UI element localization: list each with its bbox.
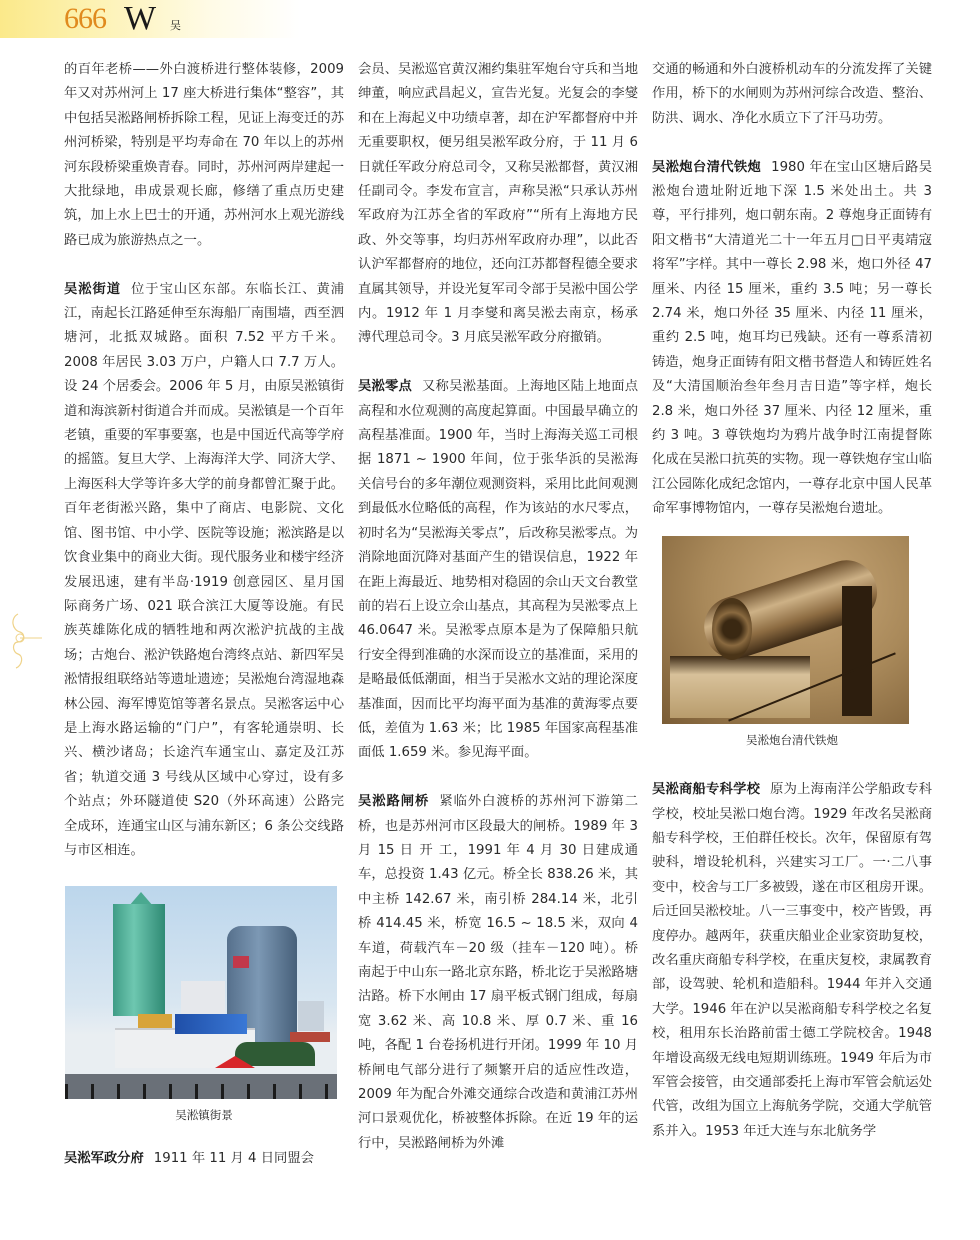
entry-term: 吴淞街道 bbox=[64, 281, 122, 297]
photo-caption: 吴淞镇街景 bbox=[175, 1107, 233, 1122]
paragraph: 交通的畅通和外白渡桥机动车的分流发挥了关键作用，桥下的水闸则为苏州河综合改造、整治、防洪、调水、净化水质立下了汗马功劳。 bbox=[652, 62, 932, 126]
iron-cannon-photo bbox=[662, 536, 909, 724]
entry-term: 吴淞零点 bbox=[358, 379, 413, 395]
entry-text: 紧临外白渡桥的苏州河下游第二桥，也是苏州河市区段最大的闸桥。1989 年 3 月 15 日 开 工，1991 年 4 月 30 日建成通车，总投资 1.43 亿元。桥全长 838.26 米，其中主桥 142.67 米，南引桥 284.14 米，北引桥 414.45 米，桥宽 16.5 ~ 18.5 米，双向 4 车道，荷载汽车－20 级（挂车－120 吨）。桥南起于中山东一路北京东路，桥北讫于吴淞路塘沽路。桥下水闸由 17 扇平板式钢门组成，每扇宽 3.62 米、高 10.8 米、厚 0.7 米、重 16 吨，各配 1 台卷扬机进行开闭。1999 年 10 月桥闸电气部分进行了频繁开启的适应性改造，2009 年为配合外滩交通综合改造和黄浦江苏州河口景观优化，桥被整体拆除。在近 19 年的运行中，吴淞路闸桥为外滩 bbox=[358, 794, 639, 1151]
entry-wusong-merchant-marine-college bbox=[652, 778, 932, 1144]
entry-text: 原为上海南洋公学船政专科学校，校址吴淞口炮台湾。1929 年改名吴淞商船专科学校，王伯群任校长。次年，保留原有驾驶科，增设轮机科，兴建实习工厂。一·二八事变中，校舍与工厂多被毁，遂在市区租房开课。后迁回吴淞校址。八一三事变中，校产皆毁，再度停办。越两年，获重庆船业企业家资助复校，改名重庆商船专科学校，在重庆复校，隶属教育部，设驾驶、轮机和造船科。1944 年并入交通大学。1946 年在沪以吴淞商船专科学校之名复校，租用东长治路前雷士德工学院校舍。1948 年增设高级无线电短期训练班。1949 年后为市军管会接管，由交通部委托上海市军管会航运处代管，改组为国立上海航务学院，交通大学航管系并入。1953 年迁大连与东北航务学 bbox=[652, 782, 933, 1139]
wusong-street-photo bbox=[65, 886, 337, 1099]
column-1 bbox=[64, 58, 344, 1196]
entry-wusong-military-gov bbox=[64, 1147, 344, 1171]
entry-text: 1911 年 11 月 4 日同盟会 bbox=[153, 1151, 314, 1167]
entry-term: 吴淞军政分府 bbox=[64, 1151, 144, 1167]
section-char: 吴 bbox=[170, 19, 181, 32]
entry-term: 吴淞炮台清代铁炮 bbox=[652, 159, 762, 175]
page-number: 666 bbox=[64, 2, 106, 35]
section-letter: W bbox=[124, 0, 157, 37]
entry-term: 吴淞路闸桥 bbox=[358, 794, 430, 810]
scroll-ornament-icon bbox=[6, 608, 42, 672]
entry-wusong-subdistrict bbox=[64, 278, 344, 864]
entry-wusong-iron-cannon bbox=[652, 156, 932, 522]
photo-caption: 吴淞炮台清代铁炮 bbox=[746, 732, 838, 747]
column-2 bbox=[358, 58, 638, 1181]
entry-wusong-road-sluice-bridge bbox=[358, 790, 638, 1156]
paragraph: 会员、吴淞巡官黄汉湘约集驻军炮台守兵和当地绅董，响应武昌起义，宣告光复。光复会的李燮和在上海起义中功绩卓著，却在沪军都督府中并无重要职权，便另组吴淞军政分府，于 11 月 6 日就任军政分府总司令，又称吴淞都督，黄汉湘任副司令。李发布宣言，声称吴淞“只承认苏州军政府为江苏全省的军政府”“所有上海地方民政、外交等事，均归苏州军政府办理”，以此否认沪军都督府的地位，还向江苏都督程德全要求直属其领导，并设光复军司令部于吴淞中国公学内。1912 年 1 月李燮和离吴淞去南京，杨承溥代理总司令。3 月底吴淞军政分府撤销。 bbox=[358, 62, 638, 346]
entry-text: 1980 年在宝山区塘后路吴淞炮台遗址附近地下深 1.5 米处出土。共 3 尊，平行排列，炮口朝东南。2 尊炮身正面铸有阳文楷书“大清道光二十一年五月□日平夷靖寇将军”字样。其中一尊长 2.98 米，炮口外径 47 厘米、内径 15 厘米，重约 3.5 吨；另一尊长 2.74 米，炮口外径 35 厘米、内径 11 厘米，重约 2.5 吨，炮耳均已残缺。还有一尊系清初铸造，炮身正面铸有阳文楷书督造人和铸匠姓名及“大清国顺治叁年叁月吉日造”等字样，炮长 2.8 米，炮口外径 37 厘米、内径 12 厘米，重约 3 吨。3 尊铁炮均为鸦片战争时江南提督陈化成在吴淞口抗英的实物。现一尊铁炮存宝山临江公园陈化成纪念馆内，一尊存北京中国人民革命军事博物馆内，一尊存吴淞炮台遗址。 bbox=[652, 159, 932, 517]
entry-text: 又称吴淞基面。上海地区陆上地面点高程和水位观测的高度起算面。中国最早确立的高程基准面。1900 年，当时上海海关巡工司根据 1871 ~ 1900 年间，位于张华浜的吴淞海关信号台的多年潮位观测资料，采用比此间观测到最低水位略低的高程，作为该站的水尺零点，初时名为“吴淞海关零点”，后改称吴淞零点。为消除地面沉降对基面产生的错误信息，1922 年在距上海最近、地势相对稳固的佘山天文台教堂前的岩石上设立佘山基点，其高程为吴淞零点上 46.0647 米。吴淞零点原本是为了保障船只航行安全得到准确的水深而设立的基准面，采用的是略最低低潮面，相当于吴淞水文站的理论深度基准面，因而比平均海平面为基准的黄海零点要低，差值为 1.63 米；比 1985 年国家高程基准面低 1.659 米。参见海平面。 bbox=[358, 379, 639, 761]
entry-text: 位于宝山区东部。东临长江、黄浦江，南起长江路延伸至东海船厂南围墙，西至泗塘河，北抵双城路。面积 7.52 平方千米。2008 年居民 3.03 万户，户籍人口 7.7 万人。设 24 个居委会。2006 年 5 月，由原吴淞镇街道和海滨新村街道合并而成。吴淞镇是一个百年老镇，重要的军事要塞，也是中国近代高等学府的摇篮。复旦大学、上海海洋大学、同济大学、上海医科大学等许多大学的前身都曾汇聚于此。百年老街淞兴路，集中了商店、电影院、文化馆、图书馆、中小学、医院等设施；淞滨路是以饮食业集中的商业大街。现代服务业和楼宇经济发展迅速，建有半岛·1919 创意园区、星月国际商务广场、021 联合滨江大厦等设施。有民族英雄陈化成的牺牲地和两次淞沪抗战的主战场；古炮台、淞沪铁路炮台湾终点站、新四军吴淞情报组联络站等遗址遗迹；吴淞炮台湾湿地森林公园、海军博览馆等著名景点。吴淞客运中心是上海水路运输的“门户”，有客轮通崇明、长兴、横沙诸岛；长途汽车通宝山、嘉定及江苏省；轨道交通 3 号线从区域中心穿过，设有多个站点；外环隧道使 S20（外环高速）公路完全成环，连通宝山区与浦东新区；6 条公交线路与市区相连。 bbox=[64, 281, 345, 858]
column-3 bbox=[652, 58, 932, 1169]
paragraph: 的百年老桥——外白渡桥进行整体装修，2009 年又对苏州河上 17 座大桥进行集体“整容”，其中包括吴淞路闸桥拆除工程，见证上海变迁的苏州河桥梁，特别是平均寿命在 70 年以上的苏州河东段桥梁重焕青春。同时，苏州河两岸建起一大批绿地，串成景观长廊，修缮了重点历史建筑，加上水上巴士的开通，苏州河水上观光游线路已成为旅游热点之一。 bbox=[64, 62, 344, 248]
entry-wusong-datum bbox=[358, 375, 638, 766]
entry-term: 吴淞商船专科学校 bbox=[652, 782, 761, 798]
